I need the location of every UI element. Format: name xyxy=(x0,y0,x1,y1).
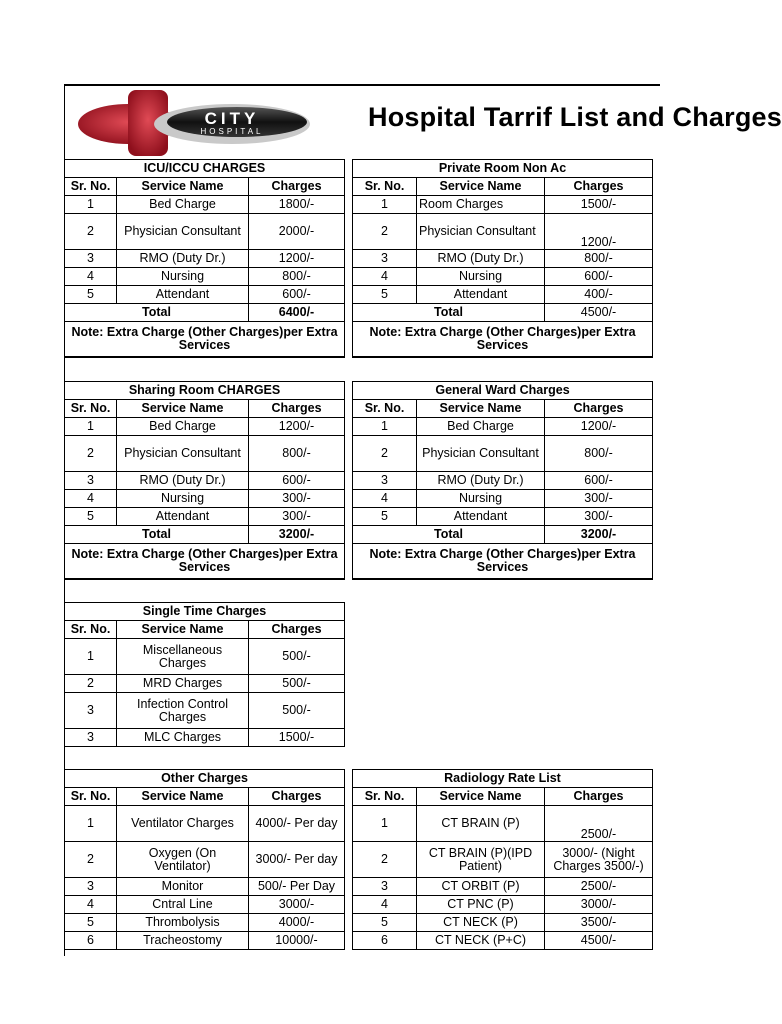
charge-cell: 800/- xyxy=(545,250,653,268)
table-row xyxy=(65,878,345,896)
sr-cell: 1 xyxy=(353,196,417,214)
sr-cell: 5 xyxy=(65,286,117,304)
total-row xyxy=(353,526,653,544)
table-row xyxy=(353,842,653,878)
sr-cell: 5 xyxy=(65,508,117,526)
single-time-charges-table xyxy=(64,602,345,747)
sr-cell: 1 xyxy=(65,639,117,675)
col-service: Service Name xyxy=(117,400,249,418)
col-sr: Sr. No. xyxy=(353,788,417,806)
charge-cell: 1200/- xyxy=(249,250,345,268)
table-row xyxy=(353,878,653,896)
col-sr: Sr. No. xyxy=(353,178,417,196)
sr-cell: 1 xyxy=(353,418,417,436)
charge-cell: 300/- xyxy=(545,508,653,526)
table-row xyxy=(353,268,653,286)
col-service: Service Name xyxy=(117,621,249,639)
table-row xyxy=(65,932,345,950)
tariff-sheet xyxy=(64,84,782,956)
table-row xyxy=(65,286,345,304)
table-row xyxy=(353,436,653,472)
logo-text-bottom: HOSPITAL xyxy=(200,127,264,136)
sr-cell: 3 xyxy=(65,250,117,268)
sharing-room-table xyxy=(64,381,345,580)
sr-cell: 2 xyxy=(353,214,417,250)
col-charges: Charges xyxy=(545,788,653,806)
total-value: 4500/- xyxy=(545,304,653,322)
sr-cell: 1 xyxy=(65,196,117,214)
service-cell: Attendant xyxy=(417,508,545,526)
service-cell: Bed Charge xyxy=(117,418,249,436)
charge-cell: 300/- xyxy=(249,508,345,526)
sr-cell: 4 xyxy=(353,490,417,508)
service-cell: Monitor xyxy=(117,878,249,896)
sr-cell: 4 xyxy=(65,896,117,914)
table-row xyxy=(65,896,345,914)
table-row xyxy=(65,806,345,842)
service-cell: Infection Control Charges xyxy=(117,693,249,729)
service-cell: Nursing xyxy=(417,490,545,508)
total-value: 3200/- xyxy=(249,526,345,544)
sr-cell: 5 xyxy=(353,508,417,526)
service-cell: RMO (Duty Dr.) xyxy=(417,472,545,490)
table-row xyxy=(65,842,345,878)
table-row xyxy=(65,693,345,729)
service-cell: Bed Charge xyxy=(417,418,545,436)
charge-cell: 400/- xyxy=(545,286,653,304)
sr-cell: 3 xyxy=(65,693,117,729)
service-cell: Nursing xyxy=(117,490,249,508)
sr-cell: 3 xyxy=(65,472,117,490)
service-cell: MLC Charges xyxy=(117,729,249,747)
service-cell: Nursing xyxy=(417,268,545,286)
table-row xyxy=(353,196,653,214)
charge-cell: 500/- xyxy=(249,639,345,675)
service-cell: Ventilator Charges xyxy=(117,806,249,842)
table-row xyxy=(353,250,653,268)
service-cell: Bed Charge xyxy=(117,196,249,214)
col-service: Service Name xyxy=(117,178,249,196)
col-sr: Sr. No. xyxy=(65,621,117,639)
table-title: Other Charges xyxy=(65,770,345,788)
sheet-top-border xyxy=(64,84,660,86)
service-cell: CT BRAIN (P) xyxy=(417,806,545,842)
other-charges-table xyxy=(64,769,345,950)
charge-cell: 800/- xyxy=(249,436,345,472)
charge-cell: 3000/- xyxy=(249,896,345,914)
table-row xyxy=(65,472,345,490)
note-cell: Note: Extra Charge (Other Charges)per Extra Services xyxy=(353,544,653,580)
charge-cell: 600/- xyxy=(545,472,653,490)
charge-cell: 600/- xyxy=(249,472,345,490)
service-cell: Attendant xyxy=(117,286,249,304)
col-sr: Sr. No. xyxy=(65,178,117,196)
charge-cell: 3000/- xyxy=(545,896,653,914)
charge-cell: 10000/- xyxy=(249,932,345,950)
col-sr: Sr. No. xyxy=(353,400,417,418)
col-sr: Sr. No. xyxy=(65,400,117,418)
charge-cell: 500/- Per Day xyxy=(249,878,345,896)
charge-cell: 300/- xyxy=(249,490,345,508)
total-label: Total xyxy=(65,526,249,544)
table-row xyxy=(65,914,345,932)
table-row xyxy=(353,896,653,914)
table-row xyxy=(65,675,345,693)
service-cell: Nursing xyxy=(117,268,249,286)
note-cell: Note: Extra Charge (Other Charges)per Extra Services xyxy=(65,322,345,358)
page-title: Hospital Tarrif List and Charges xyxy=(368,102,782,132)
charge-cell: 3000/- Per day xyxy=(249,842,345,878)
radiology-rate-table xyxy=(352,769,653,950)
sr-cell: 2 xyxy=(65,214,117,250)
table-row xyxy=(353,214,653,250)
service-cell: Cntral Line xyxy=(117,896,249,914)
note-cell: Note: Extra Charge (Other Charges)per Extra Services xyxy=(353,322,653,358)
sr-cell: 4 xyxy=(353,896,417,914)
sr-cell: 4 xyxy=(65,490,117,508)
col-service: Service Name xyxy=(417,400,545,418)
sr-cell: 2 xyxy=(353,436,417,472)
sr-cell: 3 xyxy=(353,878,417,896)
service-cell: CT ORBIT (P) xyxy=(417,878,545,896)
col-service: Service Name xyxy=(417,178,545,196)
charge-cell: 4000/- Per day xyxy=(249,806,345,842)
charge-cell: 1800/- xyxy=(249,196,345,214)
sr-cell: 2 xyxy=(65,842,117,878)
sr-cell: 3 xyxy=(65,878,117,896)
table-row xyxy=(353,286,653,304)
table-title: General Ward Charges xyxy=(353,382,653,400)
service-cell: Physician Consultant xyxy=(417,436,545,472)
service-cell: Thrombolysis xyxy=(117,914,249,932)
service-cell: CT BRAIN (P)(IPD Patient) xyxy=(417,842,545,878)
charge-cell: 3000/- (Night Charges 3500/-) xyxy=(545,842,653,878)
col-sr: Sr. No. xyxy=(65,788,117,806)
sr-cell: 6 xyxy=(65,932,117,950)
table-row xyxy=(353,914,653,932)
charge-cell: 500/- xyxy=(249,693,345,729)
total-value: 3200/- xyxy=(545,526,653,544)
service-cell: Attendant xyxy=(117,508,249,526)
col-charges: Charges xyxy=(249,621,345,639)
charge-cell: 2000/- xyxy=(249,214,345,250)
charge-cell: 4500/- xyxy=(545,932,653,950)
table-title: Single Time Charges xyxy=(65,603,345,621)
service-cell: RMO (Duty Dr.) xyxy=(417,250,545,268)
table-row xyxy=(65,418,345,436)
sr-cell: 5 xyxy=(353,914,417,932)
col-charges: Charges xyxy=(545,178,653,196)
service-cell: RMO (Duty Dr.) xyxy=(117,250,249,268)
table-row xyxy=(65,508,345,526)
service-cell: Room Charges xyxy=(417,196,545,214)
col-service: Service Name xyxy=(117,788,249,806)
sr-cell: 3 xyxy=(353,472,417,490)
charge-cell: 1500/- xyxy=(249,729,345,747)
table-row xyxy=(353,806,653,842)
charge-cell: 4000/- xyxy=(249,914,345,932)
service-cell: CT PNC (P) xyxy=(417,896,545,914)
total-label: Total xyxy=(353,304,545,322)
table-row xyxy=(65,639,345,675)
service-cell: Physician Consultant xyxy=(117,214,249,250)
col-charges: Charges xyxy=(249,788,345,806)
charge-cell: 3500/- xyxy=(545,914,653,932)
service-cell: Tracheostomy xyxy=(117,932,249,950)
col-charges: Charges xyxy=(249,400,345,418)
service-cell: MRD Charges xyxy=(117,675,249,693)
table-row xyxy=(65,196,345,214)
sr-cell: 1 xyxy=(65,806,117,842)
sr-cell: 2 xyxy=(353,842,417,878)
col-charges: Charges xyxy=(249,178,345,196)
service-cell: CT NECK (P+C) xyxy=(417,932,545,950)
city-hospital-logo xyxy=(72,88,312,158)
table-row xyxy=(65,250,345,268)
sr-cell: 1 xyxy=(353,806,417,842)
charge-cell: 1500/- xyxy=(545,196,653,214)
table-title: ICU/ICCU CHARGES xyxy=(65,160,345,178)
total-label: Total xyxy=(65,304,249,322)
charge-cell: 1200/- xyxy=(545,214,653,250)
logo-text-top: CITY xyxy=(204,109,260,128)
sr-cell: 3 xyxy=(353,250,417,268)
charge-cell: 300/- xyxy=(545,490,653,508)
service-cell: RMO (Duty Dr.) xyxy=(117,472,249,490)
table-row xyxy=(65,729,345,747)
sr-cell: 4 xyxy=(65,268,117,286)
sr-cell: 1 xyxy=(65,418,117,436)
service-cell: Physician Consultant xyxy=(417,214,545,250)
table-row xyxy=(353,472,653,490)
service-cell: Miscellaneous Charges xyxy=(117,639,249,675)
sr-cell: 6 xyxy=(353,932,417,950)
service-cell: Physician Consultant xyxy=(117,436,249,472)
charge-cell: 600/- xyxy=(545,268,653,286)
total-value: 6400/- xyxy=(249,304,345,322)
table-row xyxy=(65,268,345,286)
service-cell: Attendant xyxy=(417,286,545,304)
col-charges: Charges xyxy=(545,400,653,418)
sr-cell: 5 xyxy=(353,286,417,304)
sr-cell: 4 xyxy=(353,268,417,286)
charge-cell: 2500/- xyxy=(545,806,653,842)
sr-cell: 5 xyxy=(65,914,117,932)
sr-cell: 2 xyxy=(65,675,117,693)
total-row xyxy=(353,304,653,322)
service-cell: Oxygen (On Ventilator) xyxy=(117,842,249,878)
table-title: Private Room Non Ac xyxy=(353,160,653,178)
charge-cell: 600/- xyxy=(249,286,345,304)
table-title: Radiology Rate List xyxy=(353,770,653,788)
col-service: Service Name xyxy=(417,788,545,806)
sr-cell: 2 xyxy=(65,436,117,472)
charge-cell: 800/- xyxy=(249,268,345,286)
service-cell: CT NECK (P) xyxy=(417,914,545,932)
total-label: Total xyxy=(353,526,545,544)
sr-cell: 3 xyxy=(65,729,117,747)
note-cell: Note: Extra Charge (Other Charges)per Extra Services xyxy=(65,544,345,580)
charge-cell: 1200/- xyxy=(545,418,653,436)
private-room-table xyxy=(352,159,653,358)
table-row xyxy=(353,490,653,508)
charge-cell: 800/- xyxy=(545,436,653,472)
table-row xyxy=(353,932,653,950)
table-title: Sharing Room CHARGES xyxy=(65,382,345,400)
total-row xyxy=(65,304,345,322)
icu-charges-table xyxy=(64,159,345,358)
table-row xyxy=(353,418,653,436)
table-row xyxy=(65,436,345,472)
charge-cell: 500/- xyxy=(249,675,345,693)
table-row xyxy=(65,490,345,508)
charge-cell: 1200/- xyxy=(249,418,345,436)
charge-cell: 2500/- xyxy=(545,878,653,896)
general-ward-table xyxy=(352,381,653,580)
total-row xyxy=(65,526,345,544)
table-row xyxy=(353,508,653,526)
table-row xyxy=(65,214,345,250)
